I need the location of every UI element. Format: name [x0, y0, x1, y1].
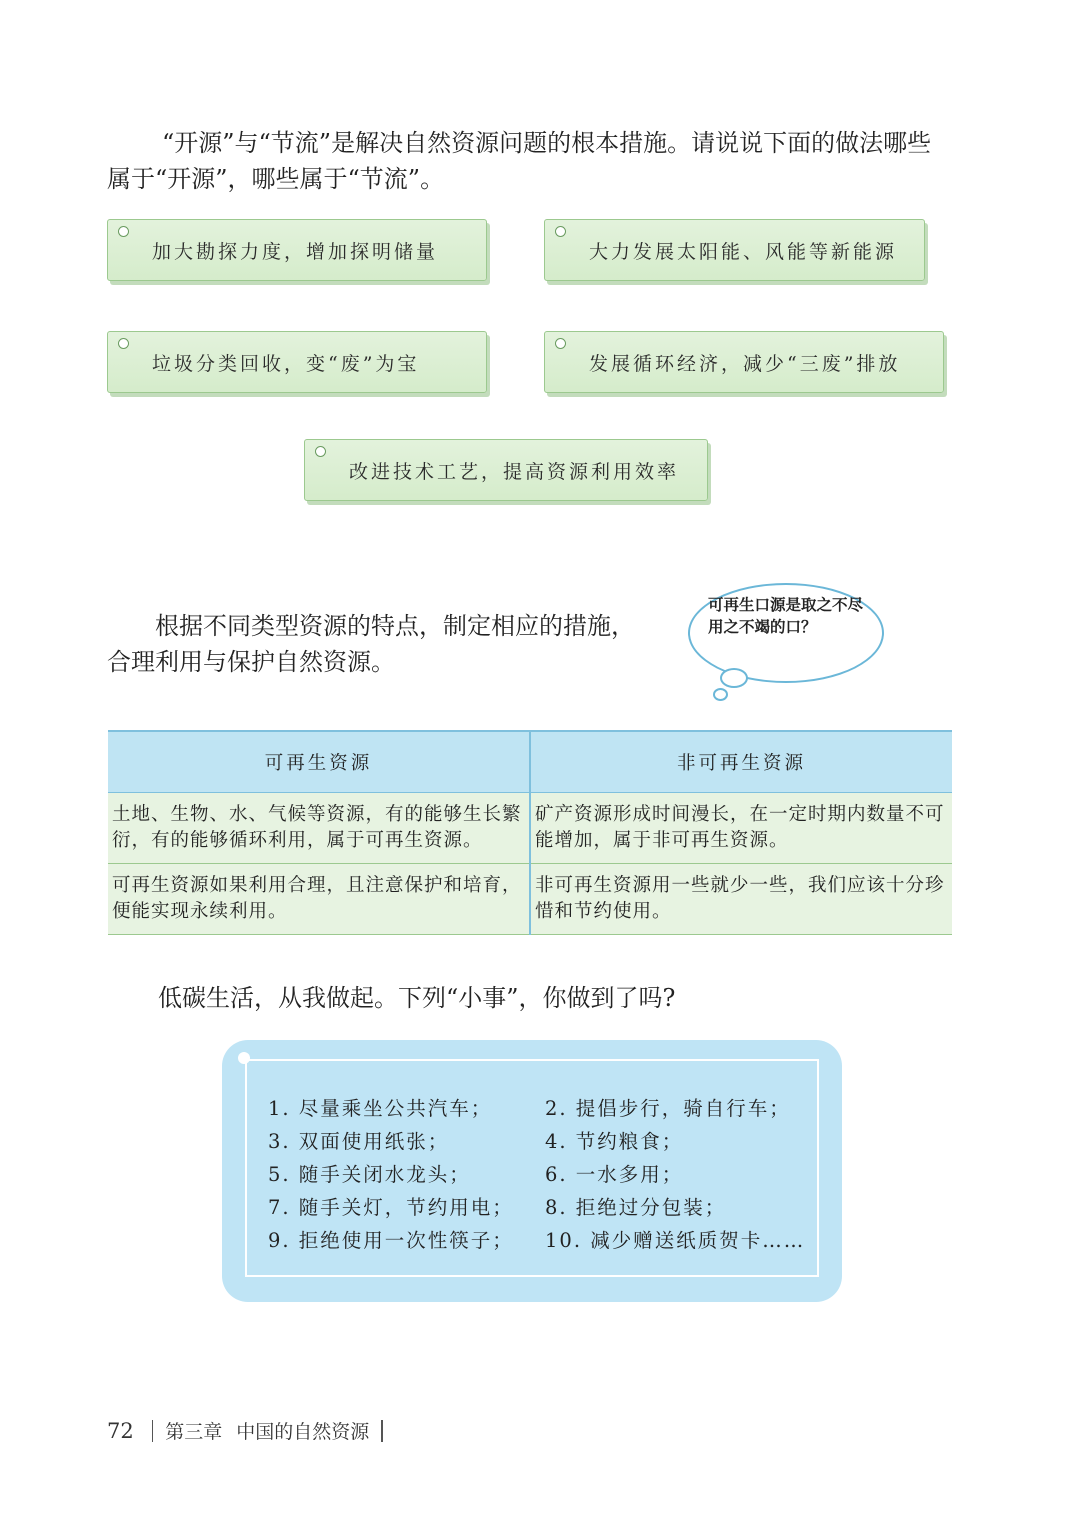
list-item: 1. 尽量乘坐公共汽车；	[268, 1097, 493, 1120]
box-dot-icon	[238, 1052, 250, 1064]
chapter-title: 中国的自然资源	[236, 1421, 370, 1443]
card-dot-icon	[315, 446, 326, 457]
list-item: 8. 拒绝过分包装；	[545, 1196, 727, 1219]
thought-bubble-text: 可再生口源是取之不尽用之不竭的口？	[708, 596, 864, 636]
list-item: 4. 节约粮食；	[545, 1130, 684, 1153]
header-nonrenewable: 非可再生资源	[530, 731, 952, 793]
table-row	[108, 793, 952, 864]
page-footer	[107, 1417, 383, 1444]
measure-card-2: 大力发展太阳能、风能等新能源	[544, 219, 925, 281]
card-dot-icon	[118, 338, 129, 349]
list-item: 10. 减少赠送纸质贺卡……	[545, 1229, 806, 1252]
table-cell: 矿产资源形成时间漫长，在一定时期内数量不可能增加，属于非可再生资源。	[530, 793, 952, 864]
table-cell: 可再生资源如果利用合理，且注意保护和培育，便能实现永续利用。	[108, 864, 530, 935]
list-item: 2. 提倡步行，骑自行车；	[545, 1097, 791, 1120]
table-row	[108, 864, 952, 935]
header-renewable: 可再生资源	[108, 731, 530, 793]
lowcarbon-question: 低碳生活，从我做起。下列“小事”，你做到了吗?	[158, 984, 676, 1012]
table-cell: 非可再生资源用一些就少一些，我们应该十分珍惜和节约使用。	[530, 864, 952, 935]
measure-card-1: 加大勘探力度，增加探明储量	[107, 219, 487, 281]
chapter-label: 第三章	[165, 1421, 223, 1443]
intro-line-1: “开源”与“节流”是解决自然资源问题的根本措施。请说说下面的做法哪些	[162, 129, 932, 157]
list-item: 6. 一水多用；	[545, 1163, 684, 1186]
list-item: 9. 拒绝使用一次性筷子；	[268, 1229, 514, 1252]
card-dot-icon	[118, 226, 129, 237]
measure-card-4: 发展循环经济，减少“三废”排放	[544, 331, 944, 393]
list-item: 5. 随手关闭水龙头；	[268, 1163, 471, 1186]
page-number: 72	[107, 1418, 134, 1443]
intro-line-2: 属于“开源”，哪些属于“节流”。	[107, 165, 445, 193]
measure-card-5: 改进技术工艺，提高资源利用效率	[304, 439, 708, 501]
card-dot-icon	[555, 226, 566, 237]
card-dot-icon	[555, 338, 566, 349]
list-item: 3. 双面使用纸张；	[268, 1130, 450, 1153]
list-item: 7. 随手关灯，节约用电；	[268, 1196, 514, 1219]
thought-bubble-tail-large	[720, 668, 748, 688]
measure-card-3: 垃圾分类回收，变“废”为宝	[107, 331, 487, 393]
thought-bubble-tail-small	[713, 688, 728, 701]
resource-table	[108, 730, 952, 935]
footer-divider	[152, 1420, 154, 1442]
table-cell: 土地、生物、水、气候等资源，有的能够生长繁衍，有的能够循环利用，属于可再生资源。	[108, 793, 530, 864]
intro-paragraph	[107, 125, 967, 197]
para2-line-2: 合理利用与保护自然资源。	[107, 648, 395, 676]
resources-paragraph	[107, 608, 667, 680]
para2-line-1: 根据不同类型资源的特点，制定相应的措施，	[155, 612, 635, 640]
footer-divider	[381, 1420, 383, 1442]
